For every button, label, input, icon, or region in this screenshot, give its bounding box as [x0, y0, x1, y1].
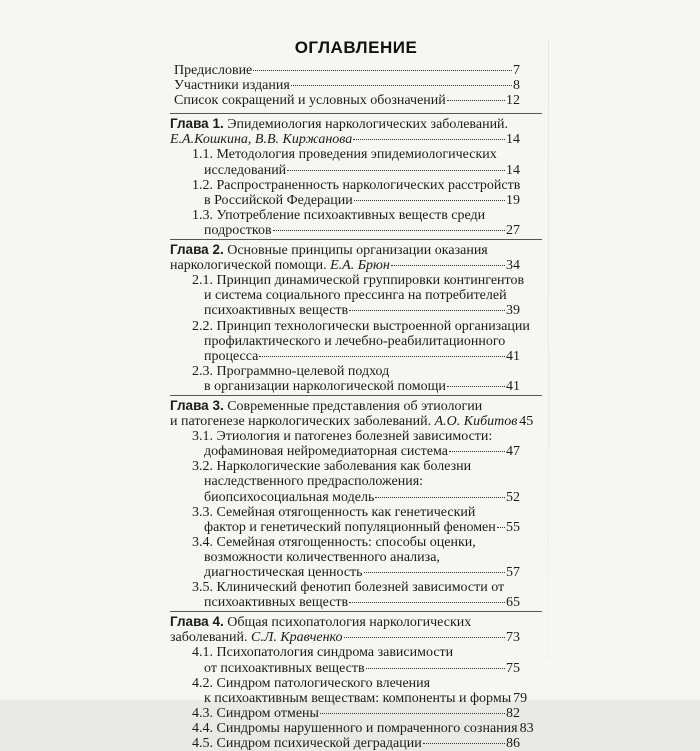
chapter-title-cont: наркологической помощи. [170, 258, 327, 274]
chapter-title: Общая психопатология наркологических [227, 615, 472, 631]
dot-leader [366, 668, 505, 669]
dot-leader [349, 602, 505, 603]
chapter-title-cont: заболеваний. [170, 630, 248, 646]
page-number: 82 [506, 705, 520, 721]
chapter-title-line [170, 614, 520, 630]
toc-entry-chapter[interactable] [170, 395, 542, 429]
section-text: 2.1. Принцип динамической группировки контингентов [192, 273, 525, 289]
chapter-title: Основные принципы организации оказания [227, 243, 488, 259]
toc-entry-section[interactable] [192, 645, 542, 675]
toc-entry-section[interactable] [192, 736, 542, 751]
toc-entry-front[interactable] [174, 63, 542, 78]
section-text: и система социального прессинга на потребителей [204, 288, 507, 304]
dot-leader [259, 356, 505, 357]
toc-last-line [170, 414, 534, 430]
section-text: 4.2. Синдром патологического влечения [192, 675, 431, 691]
toc-entry-chapter[interactable] [170, 239, 542, 273]
toc-entry-section[interactable] [192, 706, 542, 721]
section-text: подростков [204, 222, 272, 238]
page-number: 7 [513, 63, 520, 78]
section-text: диагностическая ценность [204, 565, 363, 580]
section-text: от психоактивных веществ [204, 660, 365, 676]
toc-entry-section[interactable] [192, 178, 542, 208]
section-text: 4.3. Синдром отмены [192, 705, 319, 721]
section-line [192, 334, 520, 349]
chapter-label: Глава 3. [170, 397, 224, 413]
page-number: 19 [506, 192, 520, 208]
section-line [192, 147, 520, 162]
section-text: в Российской Федерации [204, 192, 353, 208]
section-line [192, 288, 520, 303]
section-line [192, 459, 520, 474]
page-number: 41 [506, 348, 520, 364]
toc-entry-section[interactable] [192, 676, 542, 706]
page-number: 75 [506, 660, 520, 676]
section-text: исследований [204, 162, 287, 178]
dot-leader [353, 139, 505, 140]
toc-entry-section[interactable] [192, 364, 542, 394]
entry-label: Предисловие [174, 63, 253, 78]
section-line [192, 550, 520, 565]
dot-leader [320, 713, 505, 714]
toc-entry-chapter[interactable] [170, 113, 542, 147]
page-number: 73 [506, 630, 520, 646]
section-text: биопсихосоциальная модель [204, 489, 375, 505]
toc-last-line [192, 736, 520, 751]
section-line [192, 273, 525, 289]
toc-body [170, 63, 542, 751]
entry-label: Список сокращений и условных обозначений [174, 93, 446, 109]
entry-label: Участники издания [174, 78, 290, 94]
section-text: 4.1. Психопатология синдрома зависимости [192, 645, 454, 661]
chapter-authors: Е.А.Кошкина, В.В. Киржанова [170, 132, 353, 148]
toc-entry-section[interactable] [192, 580, 542, 610]
page-number: 39 [506, 303, 520, 319]
toc-last-line [174, 93, 520, 108]
chapter-label: Глава 2. [170, 242, 224, 258]
page-number: 55 [506, 519, 520, 535]
page-number: 45 [519, 414, 534, 430]
section-text: дофаминовая нейромедиаторная система [204, 444, 448, 460]
section-text: фактор и генетический популяционный феномен [204, 519, 496, 535]
dot-leader [364, 572, 505, 573]
section-line [192, 364, 520, 379]
toc-entry-section[interactable] [192, 535, 542, 580]
section-line [192, 208, 520, 223]
section-text: психоактивных веществ [204, 303, 349, 319]
chapter-authors: С.Л. Кравченко [251, 630, 343, 646]
section-text: 2.3. Программно-целевой подход [192, 363, 390, 379]
section-text: 3.4. Семейная отягощенность: способы оценки, [192, 534, 476, 550]
page-number: 27 [506, 222, 520, 238]
section-text: психоактивных веществ [204, 595, 349, 611]
chapter-authors: Е.А. Брюн [330, 258, 390, 274]
toc-last-line [192, 349, 520, 364]
chapter-title-line [170, 116, 520, 132]
toc-last-line [192, 379, 520, 394]
toc-entry-section[interactable] [192, 319, 542, 364]
toc-entry-section[interactable] [192, 273, 542, 318]
page-number: 12 [506, 93, 520, 109]
toc-entry-section[interactable] [192, 208, 542, 238]
section-line [192, 645, 520, 660]
section-line [192, 178, 520, 193]
toc-last-line [192, 223, 520, 238]
table-of-contents [170, 38, 542, 751]
toc-heading: ОГЛАВЛЕНИЕ [294, 38, 418, 57]
toc-last-line [192, 706, 520, 721]
chapter-title-line [170, 242, 520, 258]
section-text: к психоактивным веществам: компоненты и формы [204, 690, 512, 706]
section-text: 2.2. Принцип технологически выстроенной организации [192, 318, 530, 334]
dot-leader [287, 170, 505, 171]
toc-last-line [192, 193, 520, 208]
dot-leader [349, 310, 505, 311]
section-text: 4.4. Синдромы нарушенного и помраченного сознания [192, 720, 518, 736]
dot-leader [497, 527, 505, 528]
page-number: 83 [519, 720, 534, 736]
section-line [192, 505, 520, 520]
dot-leader [354, 200, 505, 201]
section-text: 4.5. Синдром психической деградации [192, 736, 422, 751]
toc-entry-section[interactable] [192, 459, 542, 504]
page-number: 65 [506, 595, 520, 611]
toc-last-line [192, 303, 520, 318]
toc-last-line [170, 258, 520, 273]
section-text: 3.3. Семейная отягощенность как генетический [192, 504, 476, 520]
section-text: 3.5. Клинический фенотип болезней зависимости от [192, 580, 505, 596]
section-line [192, 429, 520, 444]
chapter-label: Глава 4. [170, 614, 224, 630]
dot-leader [423, 743, 505, 744]
section-text: возможности количественного анализа, [204, 549, 440, 565]
section-text: 3.2. Наркологические заболевания как болезни [192, 459, 472, 475]
page-number: 52 [506, 489, 520, 505]
toc-entry-section[interactable] [192, 721, 542, 736]
chapter-authors: А.О. Кибитов [434, 414, 518, 430]
section-line [192, 580, 520, 595]
toc-last-line [192, 565, 520, 580]
section-text: в организации наркологической помощи [204, 378, 446, 394]
section-text: 1.1. Методология проведения эпидемиологических [192, 147, 497, 163]
toc-entry-front[interactable] [174, 78, 542, 93]
chapter-title: Эпидемиология наркологических заболеваний. [227, 117, 509, 133]
section-text: 1.2. Распространенность наркологических расстройств [192, 177, 521, 193]
page-number: 8 [513, 78, 520, 94]
section-line [192, 474, 520, 489]
toc-last-line [192, 163, 520, 178]
toc-last-line [192, 661, 520, 676]
toc-last-line [170, 630, 520, 645]
dot-leader [391, 265, 505, 266]
page-number: 34 [506, 258, 520, 274]
toc-entry-front[interactable] [174, 93, 542, 108]
page-number: 41 [506, 378, 520, 394]
dot-leader [449, 451, 505, 452]
page-number: 14 [506, 132, 520, 148]
section-line [192, 318, 530, 334]
dot-leader [344, 637, 505, 638]
toc-last-line [170, 132, 520, 147]
toc-entry-section[interactable] [192, 147, 542, 177]
toc-last-line [174, 63, 520, 78]
toc-last-line [192, 490, 520, 505]
chapter-title: Современные представления об этиологии [227, 398, 483, 414]
section-line [192, 676, 520, 691]
section-text: 3.1. Этиология и патогенез болезней зависимости: [192, 429, 493, 445]
page-edge-shadow [548, 40, 549, 660]
dot-leader [375, 497, 505, 498]
page-number: 79 [513, 690, 528, 706]
section-text: 1.3. Употребление психоактивных веществ среди [192, 207, 486, 223]
dot-leader [273, 230, 505, 231]
section-line [192, 535, 520, 550]
toc-last-line [174, 78, 520, 93]
toc-last-line [192, 720, 534, 736]
section-text: процесса [204, 348, 259, 364]
chapter-title-line [170, 398, 520, 414]
toc-entry-section[interactable] [192, 505, 542, 535]
toc-last-line [192, 690, 528, 706]
chapter-title-cont: и патогенезе наркологических заболеваний. [170, 414, 432, 430]
chapter-label: Глава 1. [170, 116, 224, 132]
toc-last-line [192, 444, 520, 459]
section-text: профилактического и лечебно-реабилитационного [204, 333, 506, 349]
toc-entry-chapter[interactable] [170, 611, 542, 645]
toc-last-line [192, 595, 520, 610]
toc-entry-section[interactable] [192, 429, 542, 459]
dot-leader [291, 85, 512, 86]
dot-leader [447, 100, 505, 101]
page-number: 86 [506, 736, 520, 751]
toc-last-line [192, 520, 520, 535]
section-text: наследственного предрасположения: [204, 474, 424, 490]
page-number: 14 [506, 162, 520, 178]
dot-leader [253, 70, 512, 71]
page-number: 57 [506, 565, 520, 580]
dot-leader [447, 386, 505, 387]
page-number: 47 [506, 444, 520, 460]
